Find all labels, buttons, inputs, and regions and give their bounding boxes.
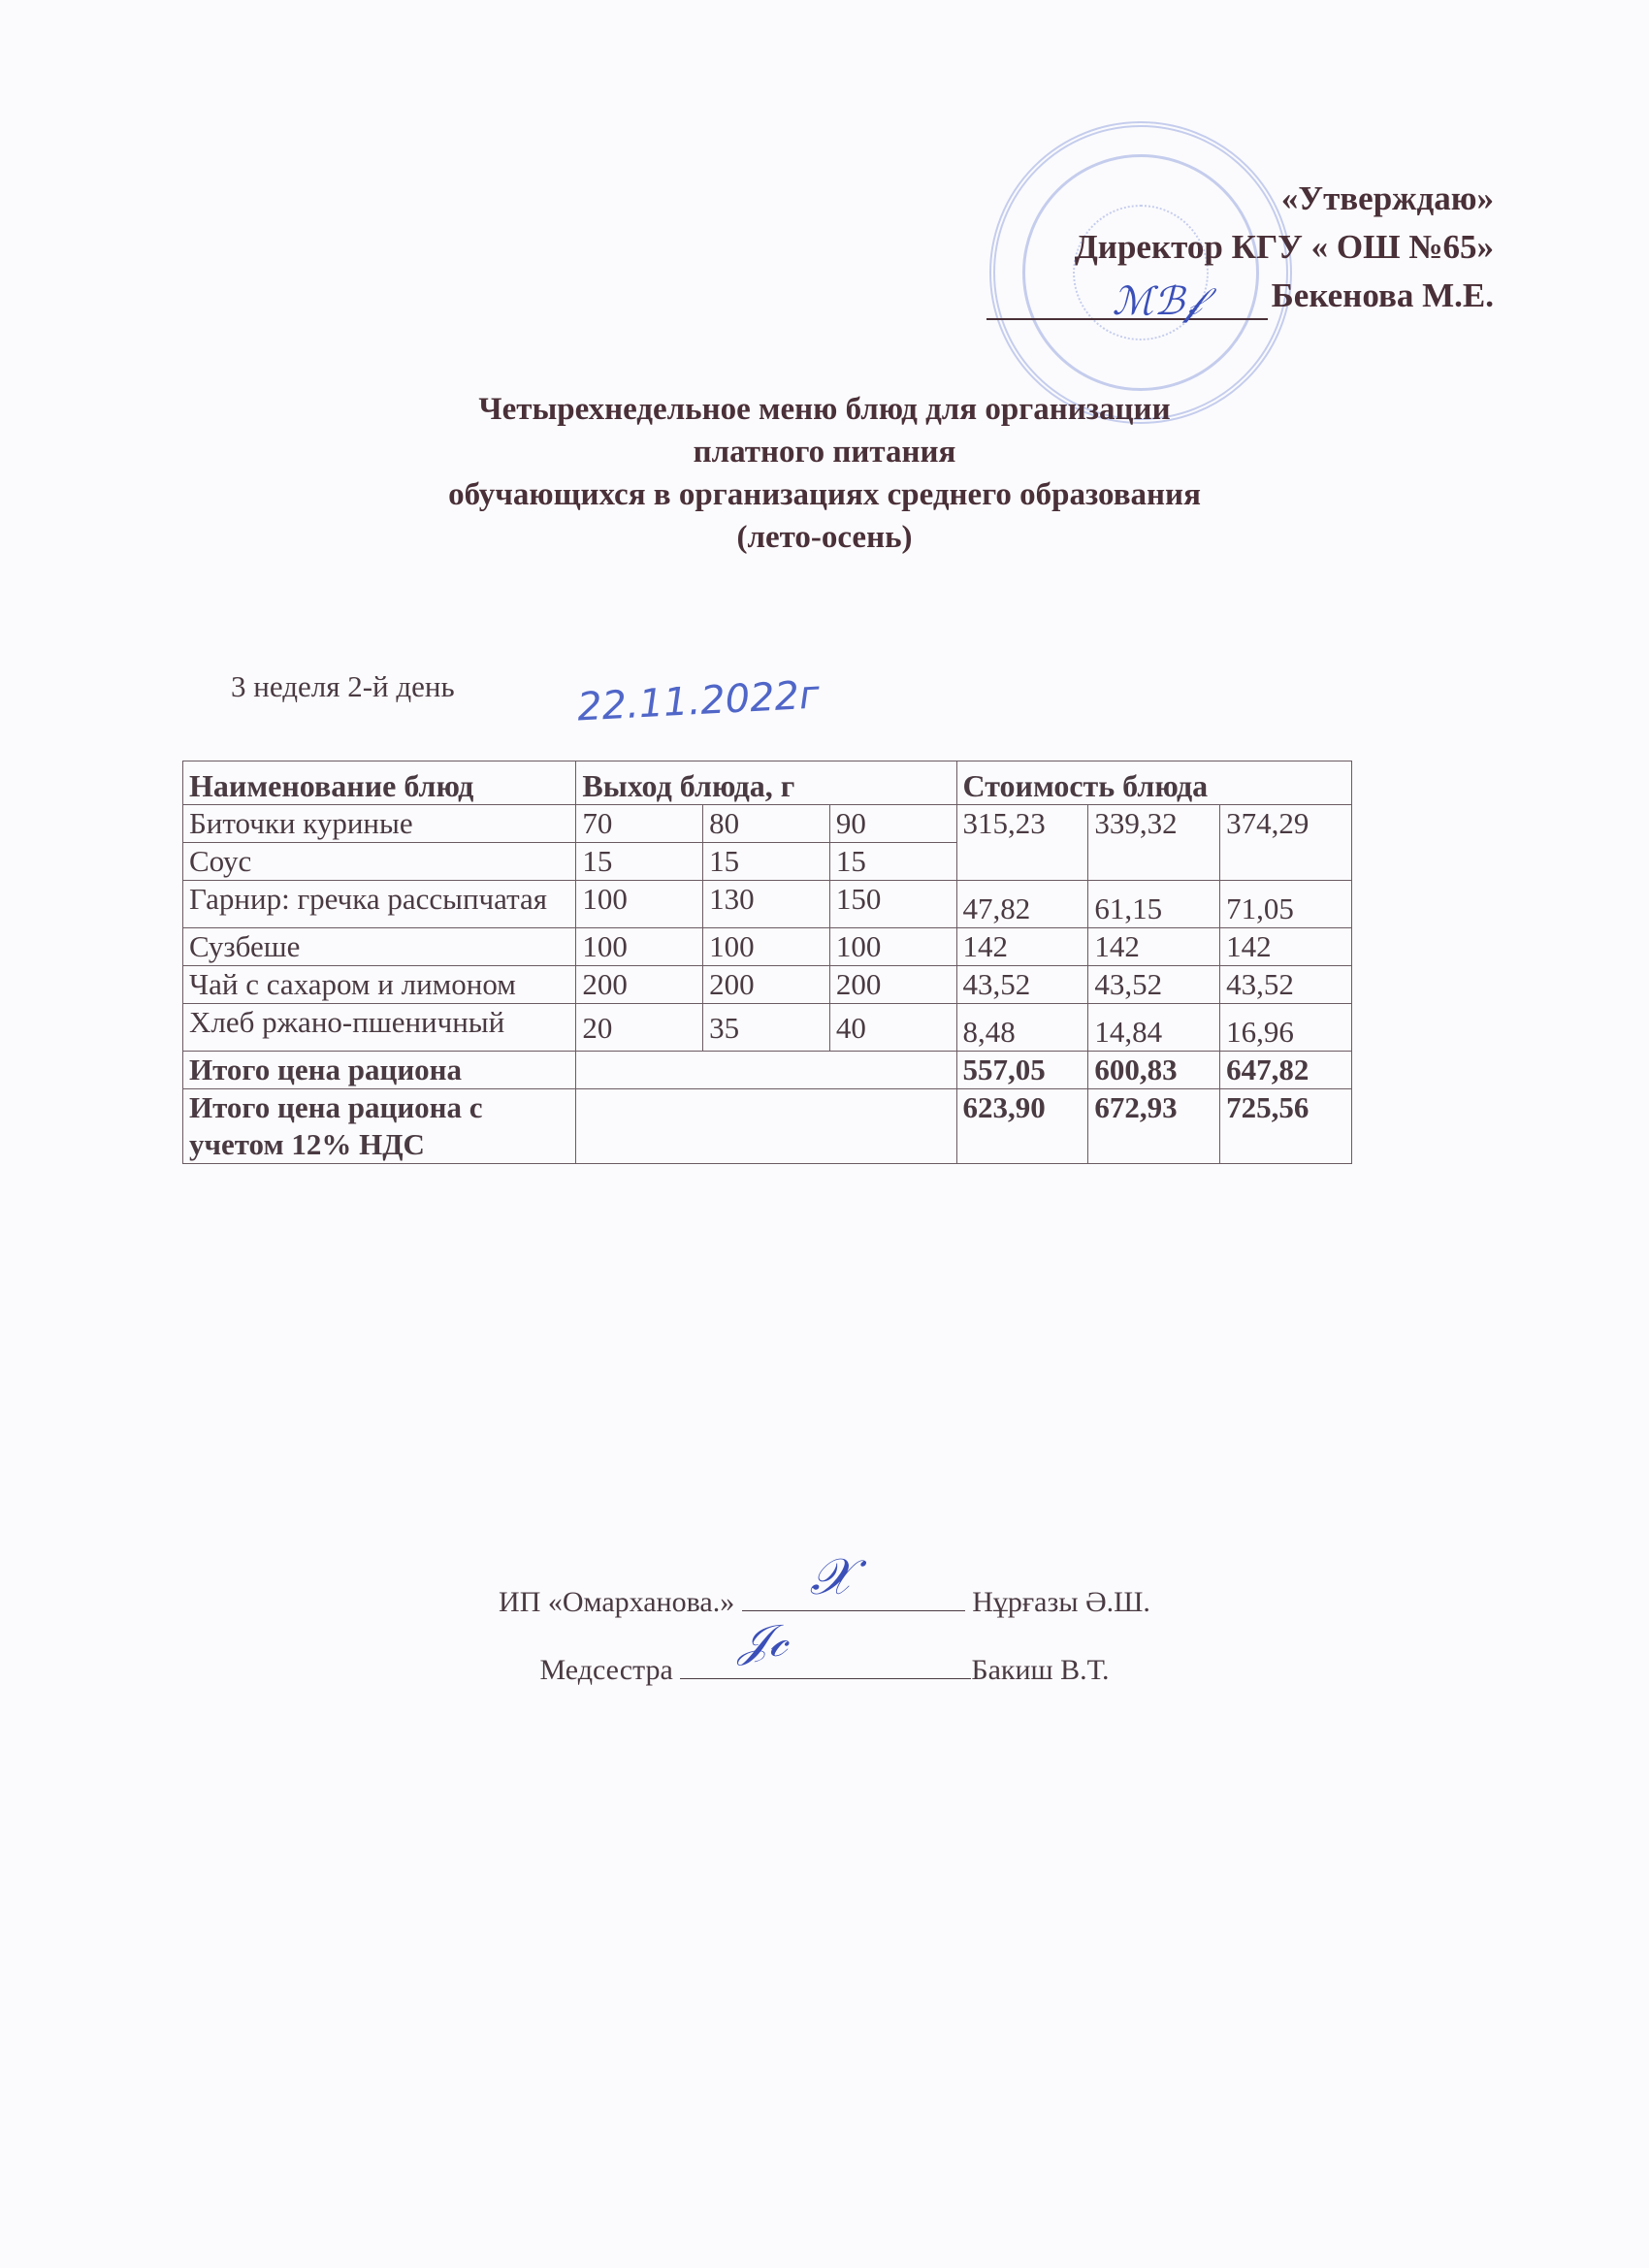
total-vat-cell: 672,93 [1088,1089,1220,1164]
total-cell: 557,05 [956,1052,1088,1089]
weight-cell: 100 [703,928,830,966]
title-line-4: (лето-осень) [736,520,913,555]
weight-cell: 130 [703,881,830,928]
weight-cell: 35 [703,1004,830,1052]
approval-heading: «Утверждаю» [1280,179,1494,217]
supplier-signature-line [742,1548,965,1611]
table-row [183,881,1352,928]
weight-cell: 40 [829,1004,956,1052]
dish-name: Хлеб ржано-пшеничный [183,1004,576,1052]
nurse-signature-icon: 𝒥𝒸 [738,1614,788,1667]
empty-cell [576,1052,956,1089]
cost-cell: 47,82 [956,881,1088,928]
cost-cell: 43,52 [1088,966,1220,1004]
weight-cell: 80 [703,805,830,843]
nurse-signature-row [0,1614,1649,1687]
weight-cell: 90 [829,805,956,843]
weight-cell: 100 [576,881,703,928]
header-weight: Выход блюда, г [576,761,956,805]
approval-position: Директор КГУ « ОШ №65» [1074,228,1494,266]
supplier-signature-icon: 𝒳 [809,1548,854,1606]
director-signature-line [986,279,1268,324]
table-header-row [183,761,1352,805]
supplier-name: Нұрғазы Ә.Ш. [972,1586,1150,1618]
weight-cell: 200 [703,966,830,1004]
table-row [183,805,1352,843]
total-vat-row [183,1089,1352,1164]
weight-cell: 15 [829,843,956,881]
approval-signer: Бекенова М.Е. [1271,276,1494,314]
director-signature-icon: ℳℬ𝒻 [1112,279,1202,324]
weight-cell: 100 [576,928,703,966]
cost-cell: 374,29 [1220,805,1352,881]
menu-table [182,761,1352,1164]
total-label: Итого цена рациона [183,1052,576,1089]
total-vat-cell: 725,56 [1220,1089,1352,1164]
supplier-label: ИП «Омарханова.» [499,1586,735,1618]
weight-cell: 15 [703,843,830,881]
cost-cell: 71,05 [1220,881,1352,928]
cost-cell: 43,52 [956,966,1088,1004]
approval-signature-row [986,272,1494,324]
table-row [183,966,1352,1004]
title-line-2: платного питания [693,435,956,470]
cost-cell: 142 [956,928,1088,966]
weight-cell: 200 [829,966,956,1004]
title-line-1: Четырехнедельное меню блюд для организации [478,392,1171,427]
total-cell: 647,82 [1220,1052,1352,1089]
title-line-3: обучающихся в организациях среднего образования [448,477,1201,512]
week-day-label: 3 неделя 2-й день [231,669,455,703]
table-row [183,1004,1352,1052]
cost-cell: 8,48 [956,1004,1088,1052]
cost-cell: 43,52 [1220,966,1352,1004]
weight-cell: 70 [576,805,703,843]
nurse-signature-line [680,1614,971,1679]
empty-cell [576,1089,956,1164]
cost-cell: 16,96 [1220,1004,1352,1052]
weight-cell: 15 [576,843,703,881]
weight-cell: 200 [576,966,703,1004]
dish-name: Гарнир: гречка рассыпчатая [183,881,576,928]
nurse-label: Медсестра [539,1654,673,1686]
total-cell: 600,83 [1088,1052,1220,1089]
dish-name: Биточки куриные [183,805,576,843]
cost-cell: 14,84 [1088,1004,1220,1052]
total-vat-cell: 623,90 [956,1089,1088,1164]
handwritten-date: 22.11.2022г [575,672,822,730]
header-dish-name: Наименование блюд [183,761,576,805]
header-cost: Стоимость блюда [956,761,1351,805]
total-vat-label: Итого цена рациона с учетом 12% НДС [183,1089,576,1164]
dish-name: Сузбеше [183,928,576,966]
total-row [183,1052,1352,1089]
table-row [183,928,1352,966]
weight-cell: 150 [829,881,956,928]
cost-cell: 339,32 [1088,805,1220,881]
approval-block [986,175,1494,324]
cost-cell: 61,15 [1088,881,1220,928]
document-title [0,388,1649,559]
cost-cell: 315,23 [956,805,1088,881]
dish-name: Соус [183,843,576,881]
weight-cell: 20 [576,1004,703,1052]
supplier-signature-row [0,1548,1649,1619]
cost-cell: 142 [1088,928,1220,966]
weight-cell: 100 [829,928,956,966]
nurse-name: Бакиш В.Т. [971,1654,1110,1686]
dish-name: Чай с сахаром и лимоном [183,966,576,1004]
cost-cell: 142 [1220,928,1352,966]
